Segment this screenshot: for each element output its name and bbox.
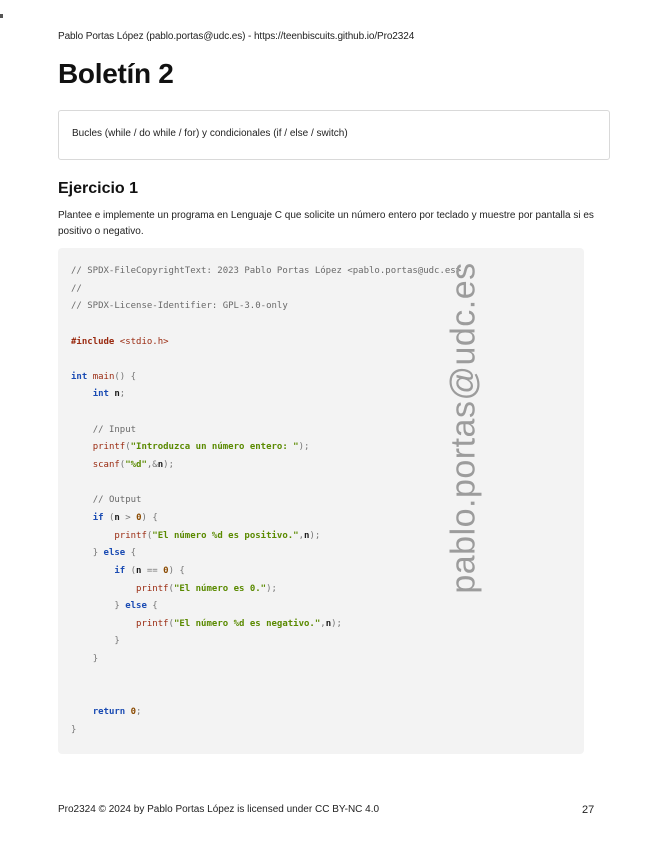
code-line: [71, 369, 461, 387]
code-token: [71, 442, 93, 452]
code-token: // Output: [92, 495, 142, 506]
code-token: n: [136, 565, 142, 576]
code-token: n: [114, 512, 120, 523]
code-token: // SPDX-FileCopyrightText: 2023 Pablo Portas López <pablo.portas@udc.es>: [71, 266, 462, 276]
code-token: if: [92, 512, 104, 523]
code-token: >: [119, 512, 137, 523]
code-token: [71, 584, 136, 594]
code-token: ,: [298, 530, 305, 541]
code-token: (: [125, 565, 137, 576]
code-token: "El número es 0.": [173, 583, 267, 594]
code-line: [71, 563, 461, 581]
code-token: (: [168, 583, 174, 594]
code-line: [71, 404, 461, 422]
code-token: printf: [114, 530, 147, 541]
code-token: return: [92, 707, 126, 718]
code-line: [71, 334, 461, 352]
code-token: main: [92, 371, 115, 382]
code-token: printf: [136, 583, 169, 594]
footer-license: Pro2324 © 2024 by Pablo Portas López is licensed under CC BY-NC 4.0: [58, 804, 380, 815]
code-token: );: [309, 530, 321, 541]
code-token: {: [125, 548, 137, 559]
code-token: [71, 531, 114, 541]
code-token: [71, 654, 93, 664]
code-token: }: [92, 654, 99, 665]
code-token: ) {: [141, 512, 158, 523]
code-token: }: [114, 636, 120, 647]
code-token: ,: [320, 618, 326, 629]
code-token: 0: [163, 565, 169, 576]
code-token: n: [157, 460, 164, 471]
code-line: [71, 386, 461, 404]
code-token: [71, 548, 93, 558]
code-token: [71, 566, 114, 576]
code-token: //: [71, 283, 82, 294]
code-token: [71, 495, 93, 505]
code-token: "El número %d es positivo.": [152, 530, 299, 541]
code-token: ,&: [146, 460, 158, 471]
code-token: // SPDX-License-Identifier: GPL-3.0-only: [71, 301, 288, 312]
code-token: else: [103, 548, 126, 559]
code-token: }: [114, 601, 126, 612]
code-token: 0: [130, 707, 137, 718]
code-line: [71, 704, 461, 722]
summary-box: [58, 110, 610, 160]
code-token: }: [92, 548, 104, 559]
code-token: [71, 636, 114, 646]
code-token: [71, 425, 93, 435]
code-token: printf: [92, 442, 126, 453]
code-token: );: [266, 583, 277, 594]
code-token: scanf: [92, 460, 120, 471]
code-token: () {: [114, 371, 137, 382]
watermark-text: pablo.portas@udc.es: [444, 262, 483, 594]
code-line: [71, 281, 461, 299]
code-token: [71, 389, 93, 399]
code-line: [71, 475, 461, 493]
code-token: );: [298, 442, 310, 453]
code-line: [71, 686, 461, 704]
page-number: 27: [582, 804, 595, 816]
code-token: else: [125, 601, 147, 612]
code-token: );: [331, 618, 342, 629]
code-token: #include: [71, 336, 115, 347]
code-lines: [71, 263, 461, 739]
code-token: ;: [136, 707, 142, 718]
code-line: [71, 598, 461, 616]
code-token: 0: [136, 512, 142, 523]
code-line: [71, 545, 461, 563]
code-token: }: [71, 724, 77, 735]
code-token: ;: [119, 389, 126, 400]
code-token: "%d": [125, 460, 147, 471]
code-token: n: [304, 530, 310, 541]
code-token: (: [103, 512, 115, 523]
code-line: [71, 581, 461, 599]
code-line: [71, 633, 461, 651]
code-line: [71, 263, 461, 281]
code-token: int: [92, 389, 109, 400]
code-token: printf: [136, 618, 169, 629]
code-token: // Input: [92, 424, 137, 435]
code-line: [71, 669, 461, 687]
exercise-description: Plantee e implemente un programa en Lenguaje C que solicite un número entero por teclado y muestre por pantalla si es positivo o negativo.: [58, 210, 594, 237]
code-line: [71, 722, 461, 740]
exercise-heading: Ejercicio 1: [58, 180, 139, 197]
code-line: [71, 510, 461, 528]
code-token: [71, 513, 93, 523]
code-line: [71, 316, 461, 334]
page-title: Boletín 2: [58, 58, 174, 89]
code-token: {: [146, 601, 158, 612]
code-line: [71, 439, 461, 457]
code-line: [71, 351, 461, 369]
code-token: (: [125, 442, 131, 453]
code-token: <stdio.h>: [114, 336, 169, 347]
code-block: [58, 248, 584, 754]
code-line: [71, 492, 461, 510]
code-token: (: [146, 530, 153, 541]
code-token: if: [114, 565, 126, 576]
code-line: [71, 528, 461, 546]
code-token: );: [163, 460, 174, 471]
code-line: [71, 651, 461, 669]
code-line: [71, 616, 461, 634]
code-token: ) {: [168, 565, 185, 576]
code-line: [71, 457, 461, 475]
code-token: [71, 619, 136, 629]
summary-text: Bucles (while / do while / for) y condicionales (if / else / switch): [72, 128, 348, 139]
code-token: n: [114, 389, 120, 400]
code-line: [71, 298, 461, 316]
code-token: [71, 601, 114, 611]
code-line: [71, 422, 461, 440]
code-token: (: [119, 460, 126, 471]
corner-mark: [0, 14, 3, 18]
code-token: [71, 707, 93, 717]
code-token: "El número %d es negativo.": [173, 618, 321, 629]
page-header: Pablo Portas López (pablo.portas@udc.es) - https://teenbiscuits.github.io/Pro2324: [58, 31, 415, 42]
code-token: [71, 460, 93, 470]
code-token: int: [71, 371, 88, 382]
code-token: (: [168, 618, 174, 629]
code-token: "Introduzca un número entero: ": [130, 442, 299, 453]
code-token: n: [325, 618, 332, 629]
code-token: ==: [141, 565, 164, 576]
